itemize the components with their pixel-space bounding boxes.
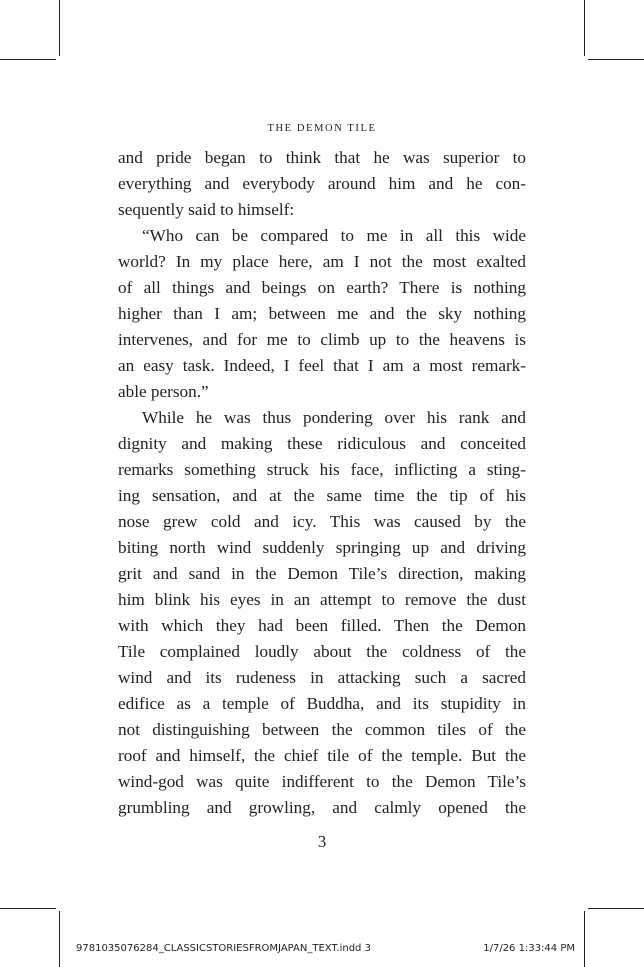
text-line: Tile complained loudly about the coldness of the: [118, 642, 526, 661]
slug-timestamp: 1/7/26 1:33:44 PM: [483, 943, 575, 954]
text-line: remarks something struck his face, inflicting a sting-: [118, 460, 526, 479]
text-line: him blink his eyes in an attempt to remove the dust: [118, 590, 526, 609]
crop-mark-top-left: [59, 0, 60, 56]
text-line: roof and himself, the chief tile of the temple. But the: [118, 746, 526, 765]
text-line: able person.”: [118, 382, 209, 401]
crop-mark-top-right: [584, 0, 585, 56]
text-line: grit and sand in the Demon Tile’s direction, making: [118, 564, 526, 583]
crop-mark-bottom-left: [59, 911, 60, 967]
text-line: and pride began to think that he was superior to: [118, 148, 526, 167]
text-line: biting north wind suddenly springing up and driving: [118, 538, 526, 557]
text-line: world? In my place here, am I not the most exalted: [118, 252, 526, 271]
text-line: wind-god was quite indifferent to the Demon Tile’s: [118, 772, 526, 791]
text-line: “Who can be compared to me in all this wide: [142, 226, 526, 245]
running-head: THE DEMON TILE: [267, 123, 377, 134]
text-line: with which they had been filled. Then the Demon: [118, 616, 526, 635]
text-line: While he was thus pondering over his rank and: [142, 408, 526, 427]
crop-mark-left-lower: [0, 908, 56, 909]
crop-mark-right-upper: [588, 59, 644, 60]
text-line: everything and everybody around him and he con-: [118, 174, 526, 193]
slug-filename: 9781035076284_CLASSICSTORIESFROMJAPAN_TEXT.indd 3: [76, 943, 371, 954]
body-text: [118, 145, 526, 821]
text-line: higher than I am; between me and the sky nothing: [118, 304, 526, 323]
text-line: of all things and beings on earth? There is nothing: [118, 278, 526, 297]
text-line: dignity and making these ridiculous and conceited: [118, 434, 526, 453]
page-number: 3: [317, 832, 327, 851]
crop-mark-bottom-right: [584, 911, 585, 967]
crop-mark-left-upper: [0, 59, 56, 60]
text-line: edifice as a temple of Buddha, and its stupidity in: [118, 694, 526, 713]
text-line: nose grew cold and icy. This was caused by the: [118, 512, 526, 531]
text-line: sequently said to himself:: [118, 200, 295, 219]
print-slug: [0, 941, 644, 957]
text-line: an easy task. Indeed, I feel that I am a most remark-: [118, 356, 526, 375]
text-line: not distinguishing between the common tiles of the: [118, 720, 526, 739]
text-line: grumbling and growling, and calmly opened the: [118, 798, 526, 817]
crop-mark-right-lower: [588, 908, 644, 909]
text-line: intervenes, and for me to climb up to the heavens is: [118, 330, 526, 349]
text-line: ing sensation, and at the same time the tip of his: [118, 486, 526, 505]
text-line: wind and its rudeness in attacking such a sacred: [118, 668, 526, 687]
